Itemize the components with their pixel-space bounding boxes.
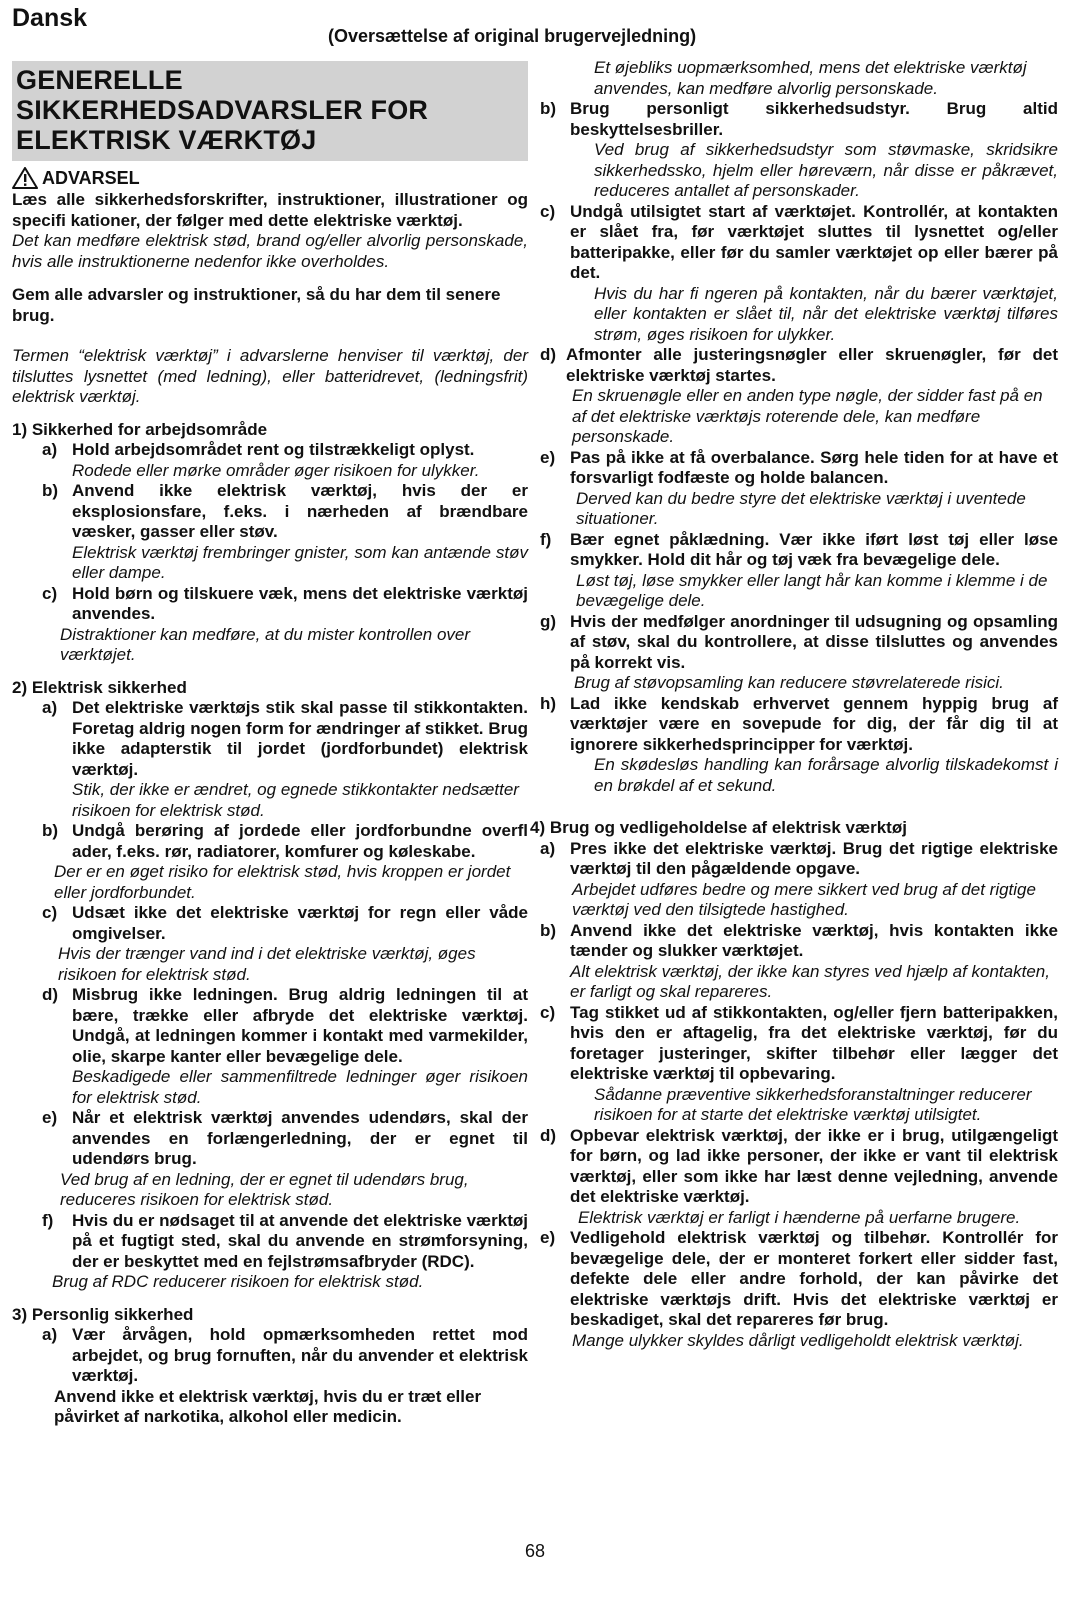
section-4-note-e: Mange ulykker skyldes dårligt vedligeholdt elektrisk værktøj. [572, 1330, 1024, 1350]
section-2-item-b: b) Undgå berøring af jordede eller jordforbundne overfl ader, f.eks. rør, radiatorer, komfurer og køleskabe. [42, 821, 528, 861]
section-1-note-c: Distraktioner kan medføre, at du mister kontrollen over værktøjet. [60, 624, 471, 664]
left-column [12, 58, 528, 1428]
warning-triangle-icon [12, 167, 38, 189]
page-number: 68 [524, 1541, 546, 1561]
section-2-item-e: e) Når et elektrisk værktøj anvendes udendørs, skal der anvendes en forlængerledning, der er egnet til udendørs brug. [42, 1108, 528, 1168]
section-4-note-d: Elektrisk værktøj er farligt i hænderne på uerfarne brugere. [578, 1207, 1021, 1227]
section-2-note-d: Beskadigede eller sammenfiltrede ledninger øger risikoen for elektrisk stød. [72, 1067, 528, 1107]
warning-label: ADVARSEL [42, 167, 140, 188]
section-3-note-d: En skruenøgle eller en anden type nøgle, der sidder fast på en af det elektriske værktøjs roterende dele, kan medføre personskade. [572, 386, 1043, 446]
intro-bold: Læs alle sikkerhedsforskrifter, instruktioner, illustrationer og specifi kationer, der følger med dette elektriske værktøj. [12, 190, 528, 230]
title-line-3: ELEKTRISK VÆRKTØJ [16, 125, 317, 155]
section-1-heading: 1) Sikkerhed for arbejdsområde [12, 419, 268, 439]
section-2-note-f: Brug af RDC reducerer risikoen for elektrisk stød. [52, 1272, 424, 1291]
title-line-2: SIKKERHEDSADVARSLER FOR [16, 95, 429, 125]
section-4-note-b: Alt elektrisk værktøj, der ikke kan styres ved hjælp af kontakten, er farligt og skal repareres. [570, 961, 1050, 1001]
section-1-note-a: Rodede eller mørke områder øger risikoen for ulykker. [72, 460, 480, 480]
section-4-heading: 4) Brug og vedligeholdelse af elektrisk værktøj [530, 818, 907, 837]
section-3-item-f: f) Bær egnet påklædning. Vær ikke iført løst tøj eller løse smykker. Hold dit hår og tøj væk fra bevægelige dele. [540, 529, 1058, 569]
section-3-item-e: e) Pas på ikke at få overbalance. Sørg hele tiden for at have et forsvarligt fodfæste og holde balancen. [540, 447, 1058, 487]
section-3-note-g: Brug af støvopsamling kan reducere støvrelaterede risici. [574, 673, 1004, 692]
section-3-item-a: a) Vær årvågen, hold opmærksomheden rettet mod arbejdet, og brug fornuften, når du anvender et elektrisk værktøj. [42, 1325, 528, 1385]
warning-heading [12, 167, 528, 189]
section-3-item-a-bold2: Anvend ikke et elektrisk værktøj, hvis du er træt eller påvirket af narkotika, alkohol eller medicin. [54, 1386, 482, 1426]
keep-instructions: Gem alle advarsler og instruktioner, så du har dem til senere brug. [12, 285, 501, 325]
title-line-1: GENERELLE [16, 65, 183, 95]
section-3-note-b: Ved brug af sikkerhedsudstyr som støvmaske, skridsikre sikkerhedssko, hjelm eller høreværn, når disse er påkrævet, reduceres antallet af personskader. [594, 140, 1058, 200]
section-3-note-a: Et øjebliks uopmærksomhed, mens det elektriske værktøj anvendes, kan medføre alvorlig personskade. [594, 58, 1027, 98]
section-3-item-d: d) Afmonter alle justeringsnøgler eller skruenøgler, før det elektriske værktøj startes. [540, 345, 1058, 385]
section-2-item-f: f) Hvis du er nødsaget til at anvende det elektriske værktøj på et fugtigt sted, skal du anvende en strømforsyning, der er beskyttet med en fejlstrømsafbryder (RDC). [42, 1210, 528, 1271]
section-4-item-c: c) Tag stikket ud af stikkontakten, og/eller fjern batteripakken, hvis den er aftagelig, fra det elektriske værktøj, før du foretager justeringer, skifter tilbehør eller lægger det elektriske værktøj til opbevaring. [540, 1002, 1058, 1083]
term-definition: Termen “elektrisk værktøj” i advarslerne henviser til værktøj, der tilsluttes lysnettet (med ledning), eller batteridrevet, (ledningsfrit) elektrisk værktøj. [12, 346, 528, 406]
section-3-note-c: Hvis du har fi ngeren på kontakten, når du bærer værktøjet, eller kontakten er slået til, når det elektriske værktøj tilføres strøm, øges risikoen for ulykker. [594, 283, 1058, 344]
document-subtitle: (Oversættelse af original brugervejledning) [328, 26, 697, 46]
section-2-item-c: c) Udsæt ikke det elektriske værktøj for regn eller våde omgivelser. [42, 903, 528, 943]
section-2-heading: 2) Elektrisk sikkerhed [12, 677, 187, 697]
section-1-item-b: b) Anvend ikke elektrisk værktøj, hvis der er eksplosionsfare, f.eks. i nærheden af brændbare væsker, gasser eller støv. [42, 481, 528, 541]
section-3-note-h: En skødesløs handling kan forårsage alvorlig tilskadekomst i en brøkdel af et sekund. [594, 755, 1058, 795]
section-1-item-c: c) Hold børn og tilskuere væk, mens det elektriske værktøj anvendes. [42, 583, 528, 623]
section-2-note-c: Hvis der trænger vand ind i det elektriske værktøj, øges risikoen for elektrisk stød. [58, 944, 476, 984]
section-3-item-b: b) Brug personligt sikkerhedsudstyr. Brug altid beskyttelsesbriller. [540, 99, 1058, 139]
section-1-note-b: Elektrisk værktøj frembringer gnister, som kan antænde støv eller dampe. [72, 542, 528, 582]
section-2-note-e: Ved brug af en ledning, der er egnet til udendørs brug, reduceres risikoen for elektrisk stød. [60, 1169, 469, 1209]
section-2-note-a: Stik, der ikke er ændret, og egnede stikkontakter nedsætter risikoen for elektrisk stød. [72, 780, 519, 820]
section-3-item-h: h) Lad ikke kendskab erhvervet gennem hyppig brug af værktøjer være en sovepude for dig, der får dig til at ignorere sikkerhedsprincipper for værktøj. [540, 693, 1058, 754]
section-2-note-b: Der er en øget risiko for elektrisk stød, hvis kroppen er jordet eller jordforbundet. [54, 862, 511, 902]
section-4-item-e: e) Vedligehold elektrisk værktøj og tilbehør. Kontrollér for bevægelige dele, der er monteret forkert eller sidder fast, defekte dele eller andre forhold, der kan påvirke det elektriske værktøjs drift. Hvis det elektriske værktøj er beskadiget, skal det repareres før brug. [540, 1228, 1058, 1329]
section-3-note-e: Derved kan du bedre styre det elektriske værktøj i uventede situationer. [576, 488, 1026, 528]
section-4-item-b: b) Anvend ikke det elektriske værktøj, hvis kontakten ikke tænder og slukker værktøjet. [540, 920, 1058, 960]
section-2-item-a: a) Det elektriske værktøjs stik skal passe til stikkontakten. Foretag aldrig nogen form for ændringer af stikket. Brug ikke adapterstik til jordet (jordforbundet) elektrisk værktøj. [42, 698, 528, 779]
language-label: Dansk [12, 4, 88, 32]
section-3-note-f: Løst tøj, løse smykker eller langt hår kan komme i klemme i de bevægelige dele. [576, 570, 1048, 610]
section-4-note-c: Sådanne præventive sikkerhedsforanstaltninger reducerer risikoen for at starte det elektriske værktøj utilsigtet. [594, 1084, 1032, 1124]
page-title [12, 61, 528, 161]
section-3-heading: 3) Personlig sikkerhed [12, 1304, 194, 1324]
section-3-item-g: g) Hvis der medfølger anordninger til udsugning og opsamling af støv, skal du kontrollere, at disse tilsluttes og anvendes på korrekt vis. [540, 611, 1058, 672]
section-4-item-a: a) Pres ikke det elektriske værktøj. Brug det rigtige elektriske værktøj til den pågældende opgave. [540, 838, 1058, 878]
section-2-item-d: d) Misbrug ikke ledningen. Brug aldrig ledningen til at bære, trække eller afbryde det elektriske værktøj. Undgå, at ledningen kommer i kontakt med varmekilder, olie, skarpe kanter eller bevægelige dele. [42, 985, 528, 1066]
section-4-note-a: Arbejdet udføres bedre og mere sikkert ved brug af det rigtige værktøj ved den tilsigtede hastighed. [572, 879, 1036, 919]
intro-italic: Det kan medføre elektrisk stød, brand og/eller alvorlig personskade, hvis alle instruktionerne nedenfor ikke overholdes. [12, 231, 528, 271]
section-1-item-a: a) Hold arbejdsområdet rent og tilstrækkeligt oplyst. [42, 440, 475, 459]
section-4-item-d: d) Opbevar elektrisk værktøj, der ikke er i brug, utilgængeligt for børn, og lad ikke personer, der ikke er vant til elektrisk værktøj, eller som ikke har læst denne vejledning, anvende det elektriske værktøj. [540, 1125, 1058, 1206]
section-3-item-c: c) Undgå utilsigtet start af værktøjet. Kontrollér, at kontakten er slået fra, før værktøjet sluttes til lysnettet og/eller batteripakke, eller før du samler værktøjet op eller bærer på det. [540, 201, 1058, 282]
right-column [530, 58, 1058, 1351]
